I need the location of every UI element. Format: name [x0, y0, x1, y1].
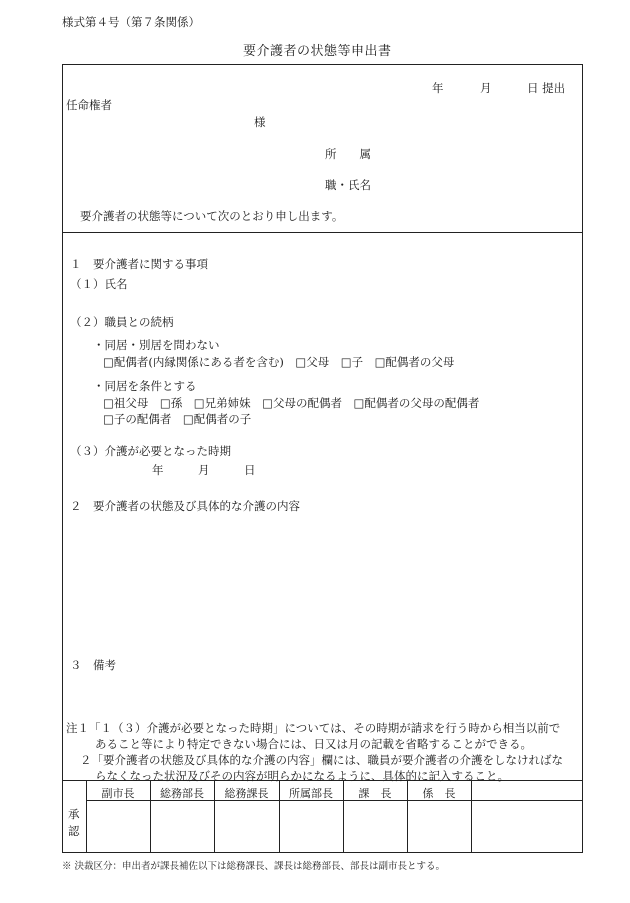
group-cohabit-options-1: □祖父母 □孫 □兄弟姉妹 □父母の配偶者 □配偶者の父母の配偶者 — [103, 396, 480, 410]
approval-col-section-manager: 課 長 — [358, 787, 392, 800]
appointer-label: 任命権者 — [66, 98, 112, 112]
statement-text: 要介護者の状態等について次のとおり申し出ます。 — [80, 209, 344, 223]
section1-heading: １ 要介護者に関する事項 — [70, 257, 208, 271]
page-title: 要介護者の状態等申出書 — [243, 44, 392, 59]
section2-heading: ２ 要介護者の状態及び具体的な介護の内容 — [70, 499, 300, 513]
form-number: 様式第４号（第７条関係） — [62, 15, 200, 29]
group-cohabit-title: ・同居を条件とする — [93, 379, 197, 393]
submit-day: 日 提出 — [527, 81, 566, 95]
sama-label: 様 — [254, 115, 266, 129]
submit-month: 月 — [480, 81, 492, 95]
approval-col-chief: 係 長 — [422, 787, 456, 800]
approval-label-top: 承 — [68, 807, 80, 821]
group-any-title: ・同居・別居を問わない — [93, 338, 220, 352]
decision-footnote: ※ 決裁区分：申出者が課長補佐以下は総務課長、課長は総務部長、部長は副市長とする。 — [62, 861, 446, 872]
approval-col-general-affairs-director: 総務部長 — [160, 787, 204, 800]
section3-heading: ３ 備考 — [70, 658, 116, 672]
note-2-line-1: ２「要介護者の状態及び具体的な介護の内容」欄には、職員が要介護者の介護をしなければな — [80, 753, 563, 767]
submit-year: 年 — [432, 81, 444, 95]
note-2-line-2: らなくなった状況及びその内容が明らかになるように、具体的に記入すること。 — [95, 769, 509, 783]
note-1-line-2: あること等により特定できない場合には、日又は月の記載を省略することができる。 — [95, 737, 532, 751]
care-start-year: 年 — [152, 463, 164, 477]
item-care-start-label: （３）介護が必要となった時期 — [70, 444, 231, 458]
affiliation-label: 所 属 — [325, 147, 371, 161]
item-name-label: （１）氏名 — [70, 277, 128, 291]
approval-col-vice-mayor: 副市長 — [101, 787, 135, 800]
group-cohabit-options-2: □子の配偶者 □配偶者の子 — [103, 412, 252, 426]
position-name-label: 職・氏名 — [325, 178, 371, 192]
approval-col-general-affairs-manager: 総務課長 — [224, 787, 269, 800]
item-relation-label: （２）職員との続柄 — [70, 315, 174, 329]
group-any-options: □配偶者(内縁関係にある者を含む) □父母 □子 □配偶者の父母 — [103, 355, 455, 369]
note-1-line-1: 注１「１（３）介護が必要となった時期」については、その時期が請求を行う時から相当以前で — [66, 721, 561, 735]
approval-col-department-director: 所属部長 — [289, 787, 333, 800]
approval-label-bottom: 認 — [68, 824, 80, 838]
care-start-month: 月 — [198, 463, 210, 477]
care-start-day: 日 — [244, 463, 256, 477]
